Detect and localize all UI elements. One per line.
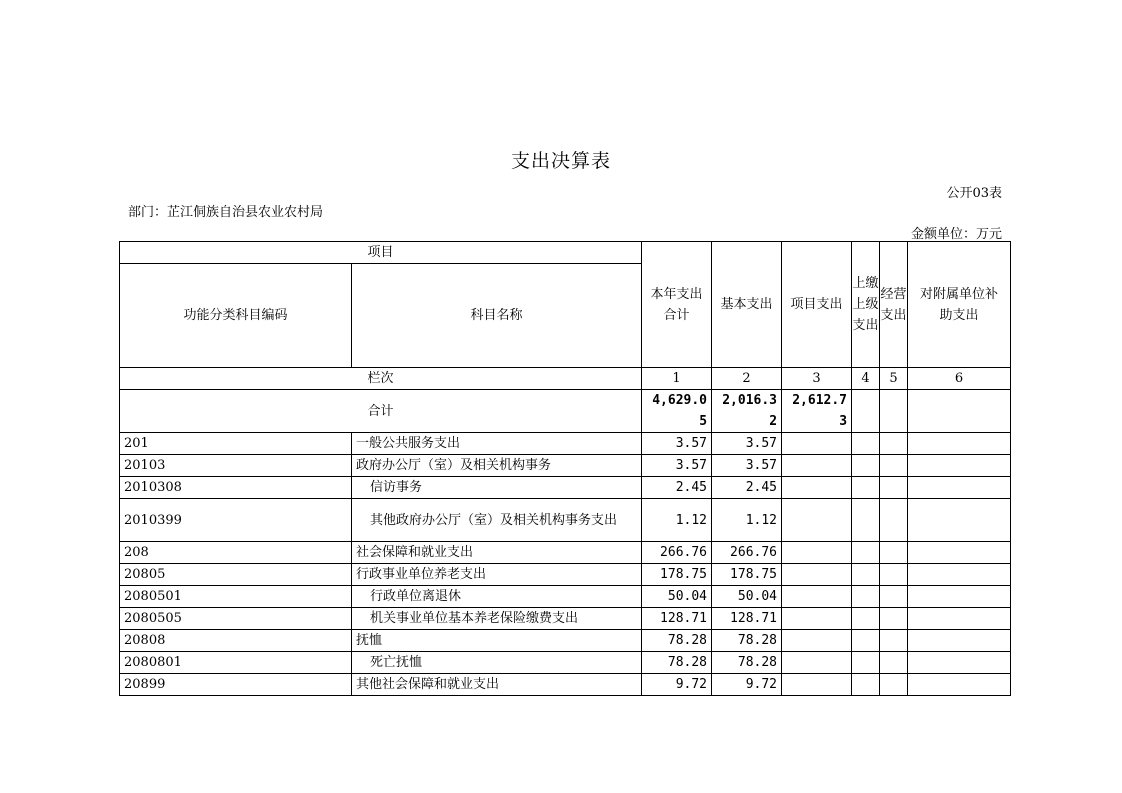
row-total: 78.28 — [642, 652, 712, 674]
row-code: 2080501 — [120, 586, 352, 608]
row-total: 266.76 — [642, 542, 712, 564]
row-total: 9.72 — [642, 674, 712, 696]
row-code: 208 — [120, 542, 352, 564]
row-code: 2010308 — [120, 477, 352, 499]
row-basic: 78.28 — [712, 630, 782, 652]
row-name: 死亡抚恤 — [352, 652, 642, 674]
row-name: 其他政府办公厅（室）及相关机构事务支出 — [352, 499, 642, 542]
row-total: 50.04 — [642, 586, 712, 608]
total-cell: 2,612.73 — [782, 390, 852, 433]
row-basic: 128.71 — [712, 608, 782, 630]
empty-cell — [880, 390, 908, 433]
row-name: 抚恤 — [352, 630, 642, 652]
form-number: 公开03表 — [946, 186, 1002, 201]
header-basic-expenditure: 基本支出 — [712, 242, 782, 368]
row-basic: 2.45 — [712, 477, 782, 499]
table-row — [120, 586, 1011, 608]
column-number: 3 — [782, 368, 852, 390]
header-operating-expenditure: 经营支出 — [880, 242, 908, 368]
row-code: 201 — [120, 433, 352, 455]
row-basic: 178.75 — [712, 564, 782, 586]
empty-cell — [908, 390, 1011, 433]
header-function-code: 功能分类科目编码 — [120, 264, 352, 368]
row-basic: 266.76 — [712, 542, 782, 564]
column-number: 6 — [908, 368, 1011, 390]
row-name: 一般公共服务支出 — [352, 433, 642, 455]
table-row — [120, 674, 1011, 696]
department-label: 部门：芷江侗族自治县农业农村局 — [128, 205, 324, 220]
table-row — [120, 652, 1011, 674]
table-row — [120, 433, 1011, 455]
row-label-column-order: 栏次 — [120, 368, 642, 390]
row-code: 20103 — [120, 455, 352, 477]
row-code: 2080505 — [120, 608, 352, 630]
header-subject-name: 科目名称 — [352, 264, 642, 368]
row-name: 其他社会保障和就业支出 — [352, 674, 642, 696]
unit-label: 金额单位：万元 — [910, 227, 1002, 242]
table-row — [120, 499, 1011, 542]
table-row — [120, 564, 1011, 586]
column-number: 1 — [642, 368, 712, 390]
row-code: 2010399 — [120, 499, 352, 542]
table-row — [120, 630, 1011, 652]
expenditure-table — [119, 241, 1011, 696]
row-basic: 78.28 — [712, 652, 782, 674]
column-number: 2 — [712, 368, 782, 390]
total-cell: 2,016.32 — [712, 390, 782, 433]
row-name: 机关事业单位基本养老保险缴费支出 — [352, 608, 642, 630]
row-basic: 1.12 — [712, 499, 782, 542]
page-title: 支出决算表 — [510, 150, 611, 172]
header-total-expenditure: 本年支出合计 — [642, 242, 712, 368]
row-total: 78.28 — [642, 630, 712, 652]
header-remit-superior: 上缴上级支出 — [852, 242, 880, 368]
row-name: 行政单位离退休 — [352, 586, 642, 608]
header-project-expenditure: 项目支出 — [782, 242, 852, 368]
row-basic: 50.04 — [712, 586, 782, 608]
row-name: 行政事业单位养老支出 — [352, 564, 642, 586]
row-total: 3.57 — [642, 455, 712, 477]
row-code: 2080801 — [120, 652, 352, 674]
total-row-label: 合计 — [120, 390, 642, 433]
row-basic: 9.72 — [712, 674, 782, 696]
row-name: 社会保障和就业支出 — [352, 542, 642, 564]
empty-cell — [852, 390, 880, 433]
row-basic: 3.57 — [712, 433, 782, 455]
header-subsidiary-subsidy: 对附属单位补助支出 — [908, 242, 1011, 368]
row-basic: 3.57 — [712, 455, 782, 477]
row-code: 20808 — [120, 630, 352, 652]
row-name: 信访事务 — [352, 477, 642, 499]
table-row — [120, 455, 1011, 477]
header-project: 项目 — [120, 242, 642, 264]
row-code: 20805 — [120, 564, 352, 586]
row-total: 2.45 — [642, 477, 712, 499]
row-total: 3.57 — [642, 433, 712, 455]
table-row — [120, 477, 1011, 499]
row-total: 178.75 — [642, 564, 712, 586]
row-total: 128.71 — [642, 608, 712, 630]
row-code: 20899 — [120, 674, 352, 696]
table-row — [120, 542, 1011, 564]
row-total: 1.12 — [642, 499, 712, 542]
row-name: 政府办公厅（室）及相关机构事务 — [352, 455, 642, 477]
table-row — [120, 608, 1011, 630]
total-cell: 4,629.05 — [642, 390, 712, 433]
column-number: 5 — [880, 368, 908, 390]
column-number: 4 — [852, 368, 880, 390]
